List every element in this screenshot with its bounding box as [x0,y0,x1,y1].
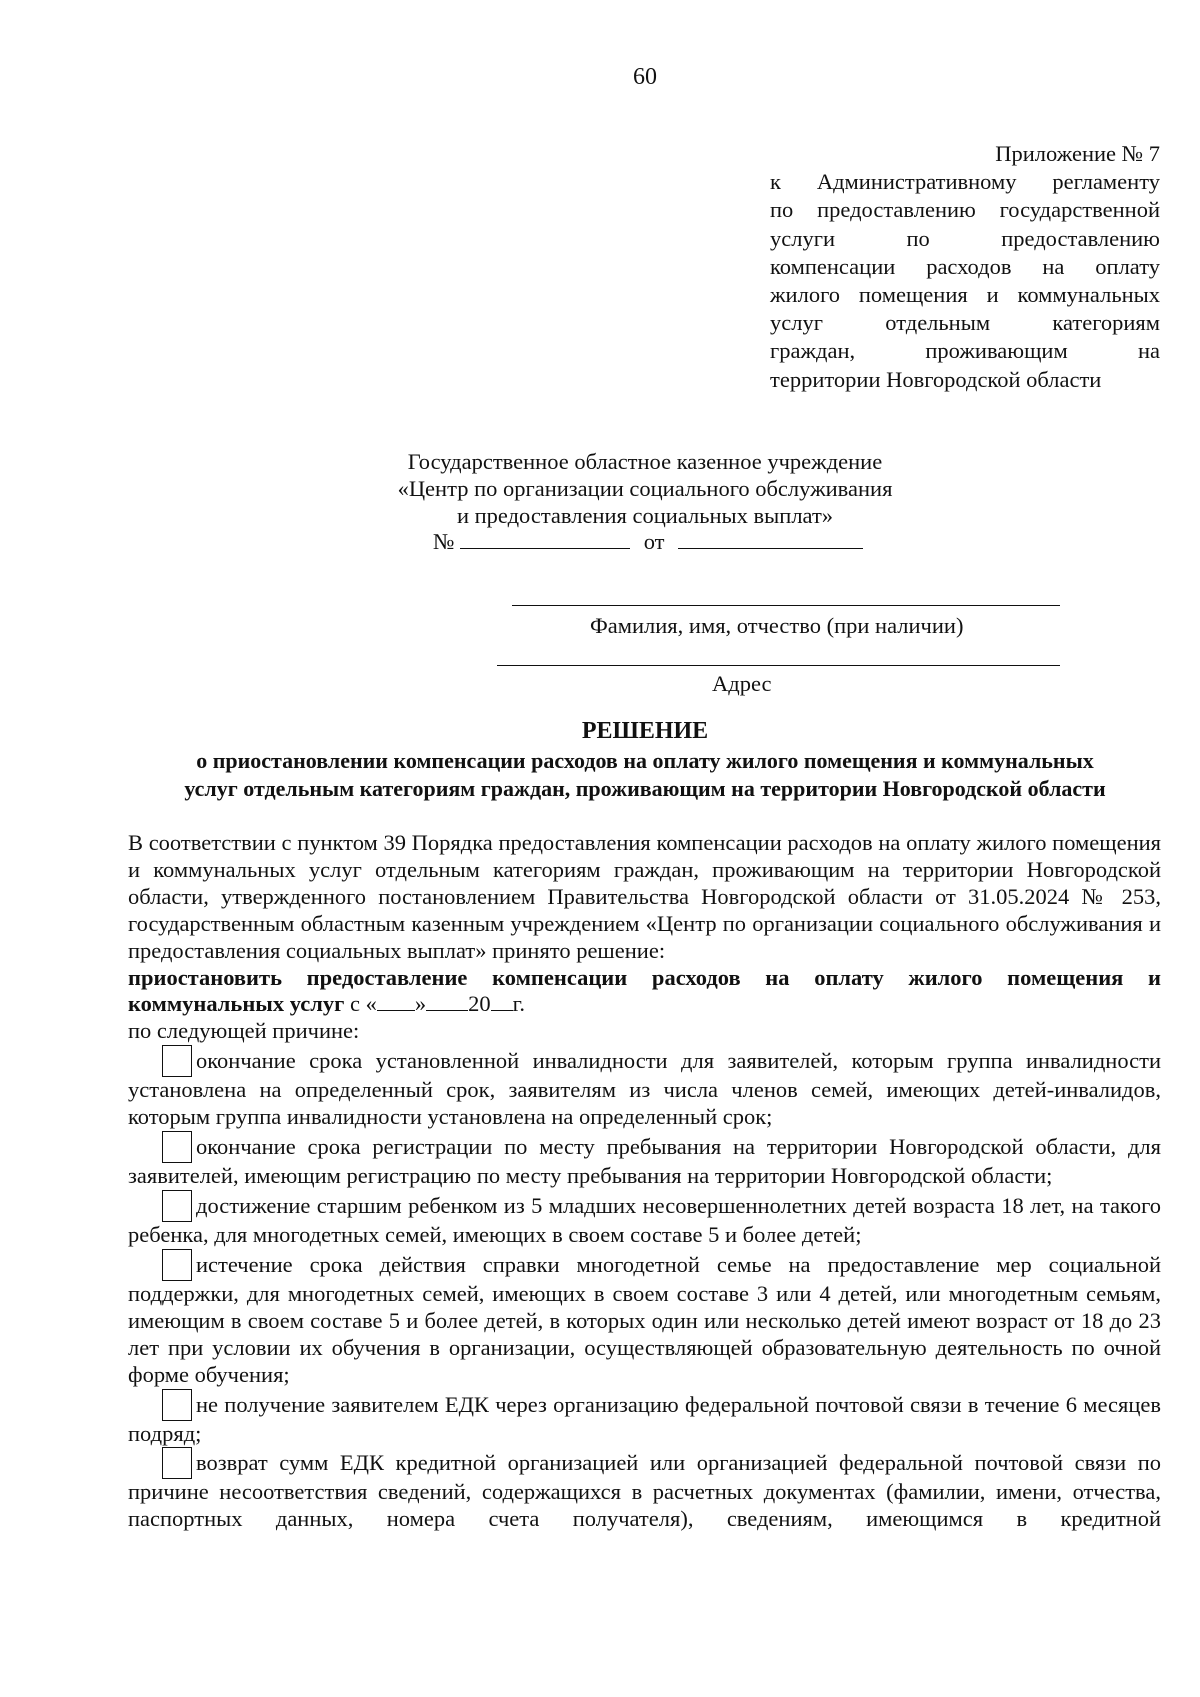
decision-statement-line: приостановить предоставление компенсации расходов на оплату жилого помещения и [128,964,1161,990]
date-suffix: г. [512,991,525,1017]
reason-item [128,1249,1161,1389]
organization-line: Государственное областное казенное учреждение [407,449,883,474]
decision-subtitle [125,747,1165,803]
year-blank[interactable] [491,992,513,1011]
appendix-title: Приложение № 7 [995,141,1160,166]
appendix-line: услуги по предоставлению [770,225,1160,251]
subtitle-line: о приостановлении компенсации расходов на оплату жилого помещения и коммунальных [196,748,1094,773]
appendix-line: компенсации расходов на оплату [770,253,1160,279]
reason-item [128,1190,1161,1249]
year-prefix: 20 [468,991,491,1017]
reason-checkbox[interactable] [162,1389,192,1421]
decision-date-line [128,991,1161,1018]
appendix-line: услуг отдельным категориям [770,310,1160,336]
date-blank[interactable] [678,529,863,549]
decision-statement-end: коммунальных услуг [128,991,345,1017]
appendix-line: граждан, проживающим на [770,338,1160,364]
reason-item [128,1131,1161,1190]
appendix-line: жилого помещения и коммунальных [770,282,1160,308]
reason-text: возврат сумм ЕДК кредитной организацией или организацией федеральной почтовой связи по причине несоответствия сведений, содержащихся в расчетных документах (фамилии, имени, отчества, паспортных данных, номера счета получателя), сведениям, имеющимся в кредитной [128,1450,1161,1532]
reason-checkbox[interactable] [162,1131,192,1163]
reason-text: окончание срока установленной инвалидности для заявителей, которым группа инвалидности установлена на определенный срок, заявителям из числа членов семей, имеющих детей-инвалидов, которым группа инвалидности установлена на определенный срок; [128,1048,1161,1130]
appendix-line: территории Новгородской области [770,366,1102,392]
subtitle-line: услуг отдельным категориям граждан, проживающим на территории Новгородской области [184,776,1106,801]
day-blank[interactable] [377,992,415,1011]
number-label: № [433,529,455,554]
appendix-line: к Административному регламенту [770,169,1160,195]
name-caption: Фамилия, имя, отчество (при наличии) [590,613,964,638]
reason-checkbox[interactable] [162,1447,192,1479]
document-body [128,830,1161,1533]
date-mid: » [414,991,427,1017]
name-blank-line[interactable] [512,605,1060,606]
number-blank[interactable] [460,529,630,549]
reason-text: окончание срока регистрации по месту пребывания на территории Новгородской области, для заявителей, имеющим регистрацию по месту пребывания на территории Новгородской области; [128,1134,1161,1189]
reason-checkbox[interactable] [162,1249,192,1281]
reason-text: не получение заявителем ЕДК через организацию федеральной почтовой связи в течение 6 месяцев подряд; [128,1391,1161,1446]
address-caption: Адрес [712,671,772,696]
reason-checkbox[interactable] [162,1190,192,1222]
date-prefix: с « [350,991,377,1017]
intro-paragraph: В соответствии с пунктом 39 Порядка предоставления компенсации расходов на оплату жилого помещения и коммунальных услуг отдельным категориям граждан, проживающим на территории Новгородской области, утвержденного постановлением Правительства Новгородской области от 31.05.2024 № 253, государственным областным казенным учреждением «Центр по организации социального обслуживания и предоставления социальных выплат» принято решение: [128,830,1161,963]
organization-line: «Центр по организации социального обслуживания [397,476,893,501]
reason-checkbox[interactable] [162,1045,192,1077]
reason-label: по следующей причине: [128,1018,360,1044]
address-blank-line[interactable] [497,665,1060,666]
reason-item [128,1389,1161,1448]
organization-line: и предоставления социальных выплат» [456,503,834,528]
appendix-block [770,140,1160,394]
reason-item [128,1045,1161,1131]
decision-title: РЕШЕНИЕ [581,718,709,744]
number-date-line [433,529,863,555]
reason-text: достижение старшим ребенком из 5 младших несовершеннолетних детей возраста 18 лет, на такого ребенка, для многодетных семей, имеющих в своем составе 5 и более детей; [128,1192,1161,1247]
page-number: 60 [633,64,657,90]
organization-block [360,448,930,529]
from-label: от [643,529,665,554]
appendix-line: по предоставлению государственной [770,197,1160,223]
reason-text: истечение срока действия справки многодетной семье на предоставление мер социальной поддержки, для многодетных семей, имеющих в своем составе 3 или 4 детей, или многодетным семьям, имеющим в своем составе 5 и более детей, в которых один или несколько детей имеют возраст от 18 до 23 лет при условии их обучения в организации, осуществляющей образовательную деятельность по очной форме обучения; [128,1251,1161,1387]
reason-item [128,1447,1161,1533]
month-blank[interactable] [426,992,468,1011]
